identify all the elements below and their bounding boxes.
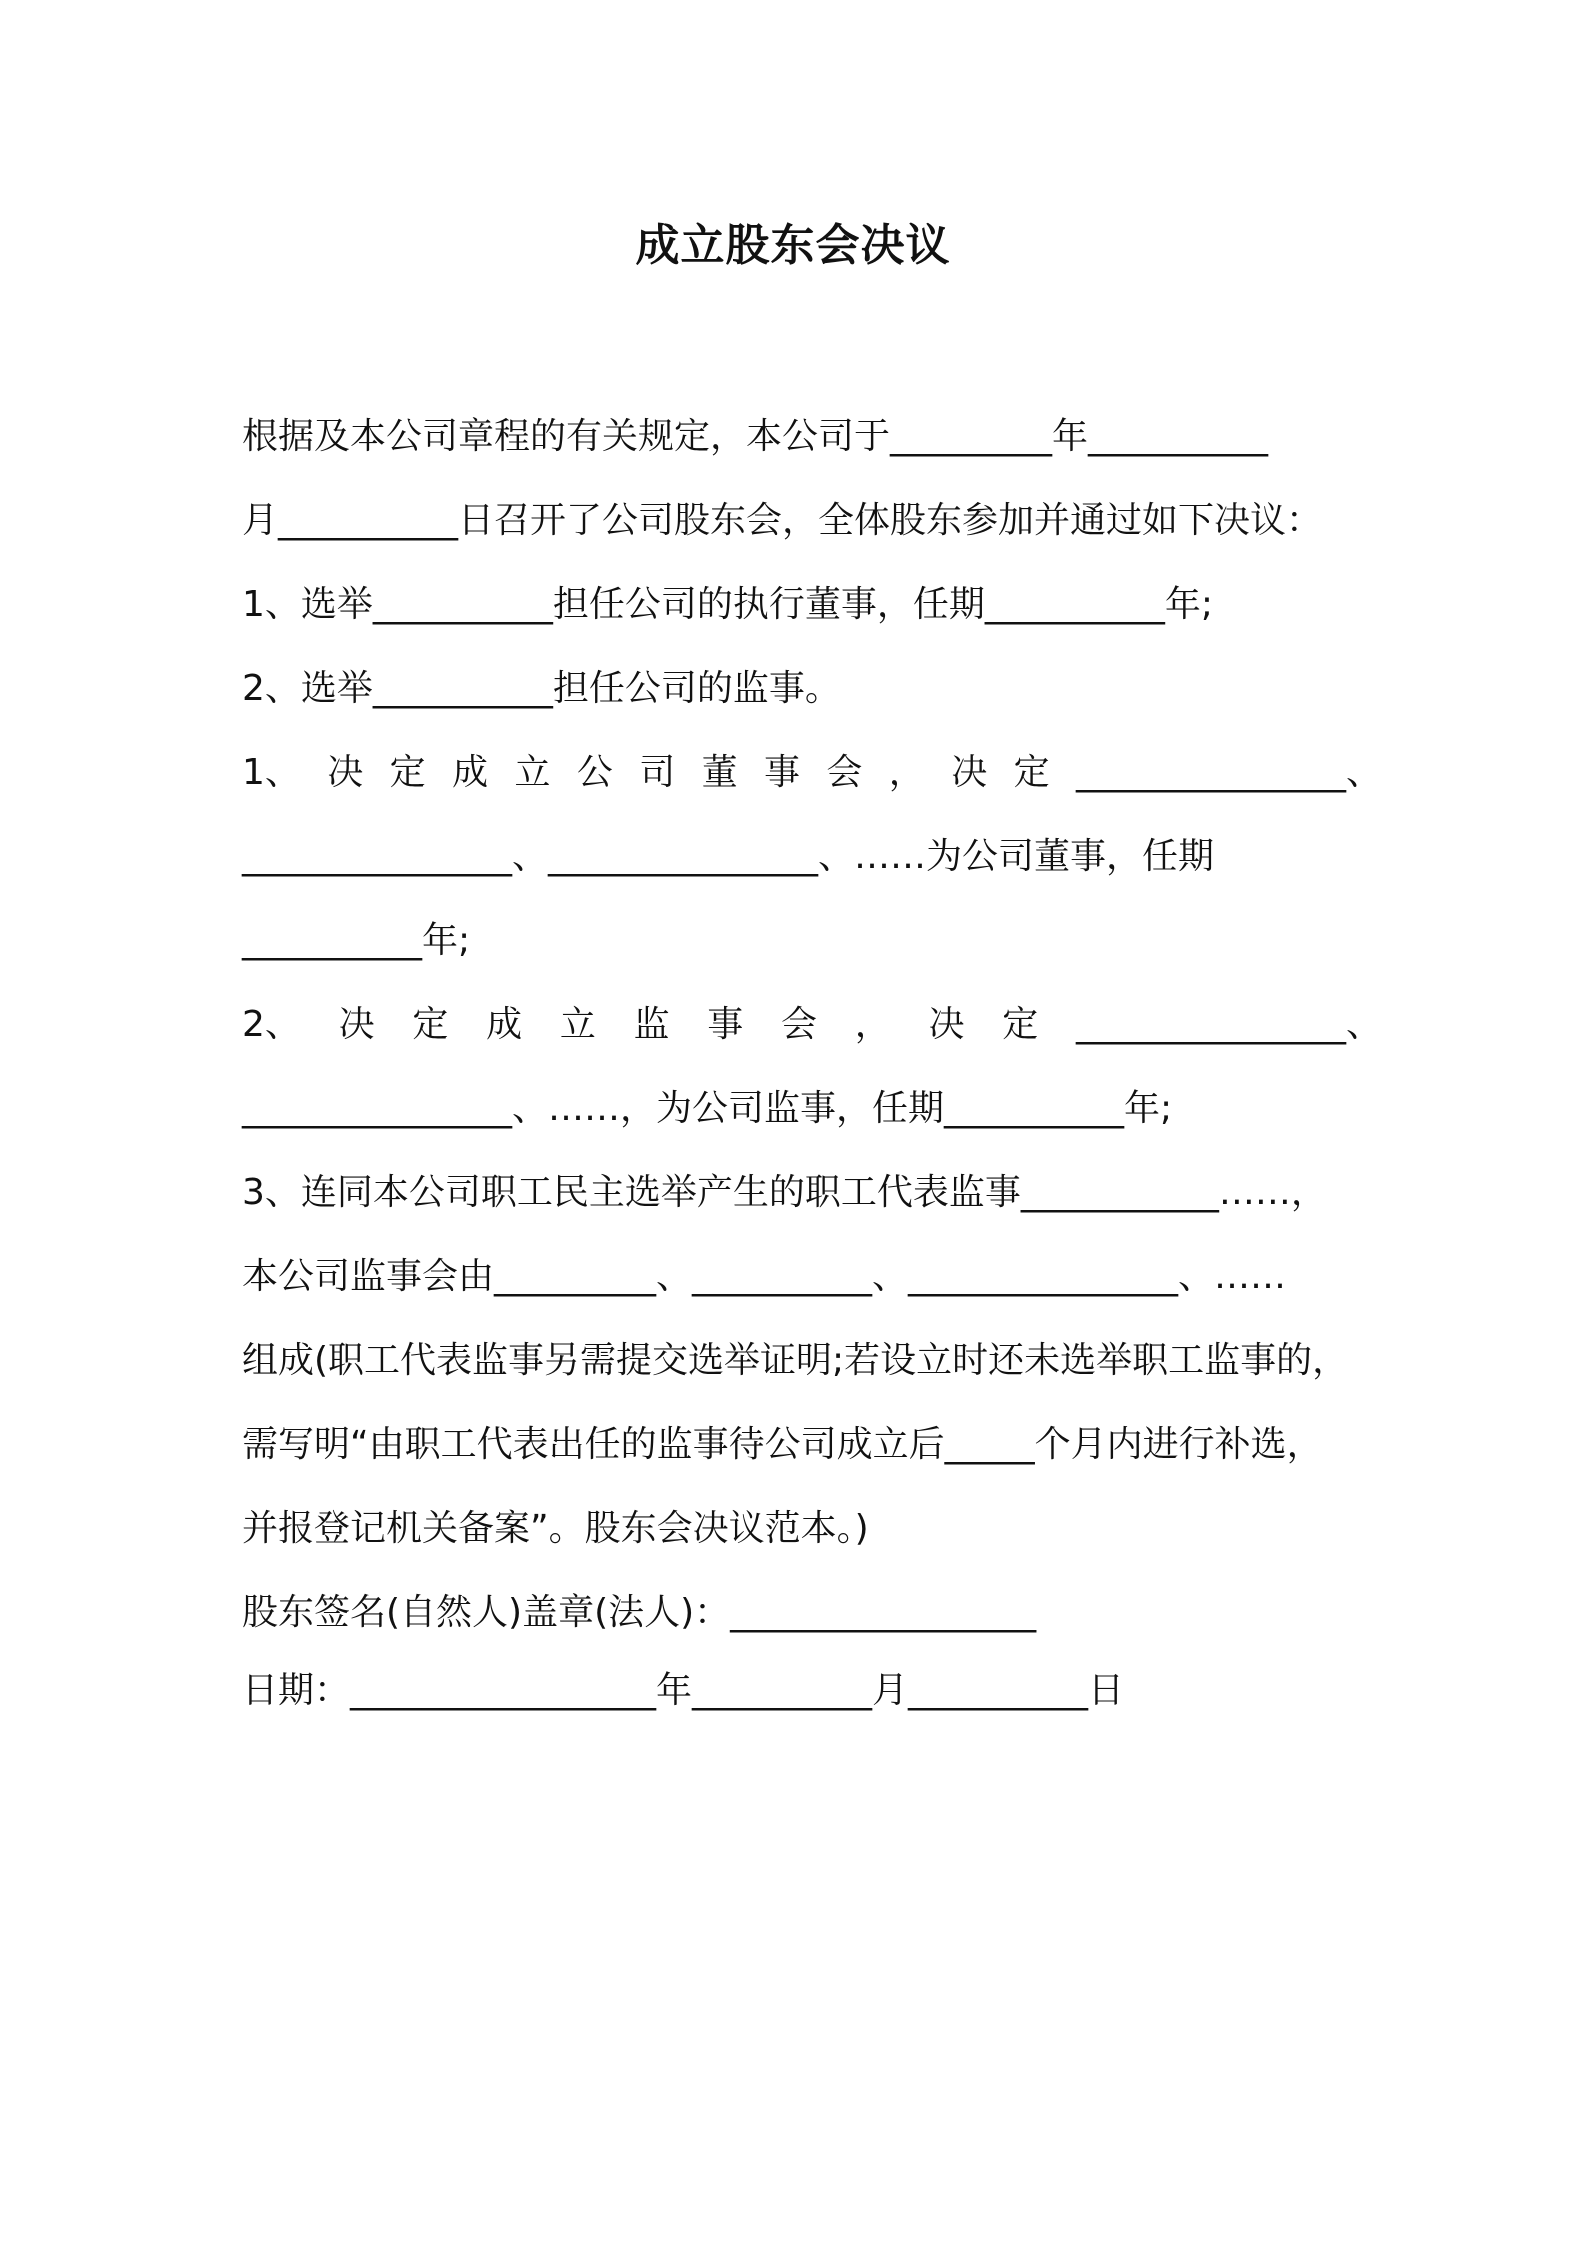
spaced-text: 决 [327,752,364,793]
date-line: 日期：_________________年__________月__________日 [242,1670,1125,1711]
spaced-text: 董 [701,752,738,793]
spaced-text: 决 [951,752,988,793]
spaced-text: 2、 [242,1004,301,1045]
spaced-text: 定 [389,752,426,793]
spaced-text: 1、 [242,752,301,793]
spaced-text: 公 [576,752,613,793]
spaced-text: 成 [452,752,489,793]
paragraph-line-1: 根据及本公司章程的有关规定，本公司于_________年__________ [242,416,1269,457]
spaced-text: ， [888,752,925,793]
spaced-text: 事 [707,1004,744,1045]
signature-line: 股东签名(自然人)盖章(法人)：_________________ [242,1592,1037,1633]
supervisor-members-line: _______________、……，为公司监事，任期__________年; [242,1088,1173,1129]
resolution-item-1: 1、选举__________担任公司的执行董事，任期__________年; [242,584,1214,625]
spaced-text: 立 [514,752,551,793]
spaced-text: 决 [338,1004,375,1045]
spaced-text: _______________、 [1075,1004,1382,1045]
spaced-text: 事 [764,752,801,793]
paragraph-line-2: 月__________日召开了公司股东会，全体股东参加并通过如下决议： [242,500,1323,541]
board-term-line: __________年; [242,920,471,961]
note-line-1: 组成(职工代表监事另需提交选举证明;若设立时还未选举职工监事的， [242,1340,1349,1381]
spaced-text: 会 [781,1004,818,1045]
spaced-text: _______________、 [1075,752,1382,793]
spaced-text: 司 [639,752,676,793]
spaced-text: 定 [1002,1004,1039,1045]
spaced-text: 定 [412,1004,449,1045]
board-members-line: _______________、_______________、……为公司董事，任期 [242,836,1215,877]
board-decision-line [242,745,1382,801]
spaced-text: 定 [1013,752,1050,793]
resolution-item-2: 2、选举__________担任公司的监事。 [242,668,841,709]
note-line-3: 并报登记机关备案”。股东会决议范本。) [242,1508,869,1549]
spaced-text: ， [854,1004,891,1045]
note-line-2: 需写明“由职工代表出任的监事待公司成立后_____个月内进行补选， [242,1424,1323,1465]
spaced-text: 成 [486,1004,523,1045]
document-title: 成立股东会决议 [635,220,951,271]
supervisor-board-line: 本公司监事会由_________、__________、_______________、…… [242,1256,1287,1297]
spaced-text: 会 [826,752,863,793]
spaced-text: 监 [633,1004,670,1045]
spaced-text: 立 [559,1004,596,1045]
employee-supervisor-line: 3、连同本公司职工民主选举产生的职工代表监事___________……， [242,1172,1327,1213]
spaced-text: 决 [928,1004,965,1045]
supervisor-decision-line [242,997,1382,1053]
